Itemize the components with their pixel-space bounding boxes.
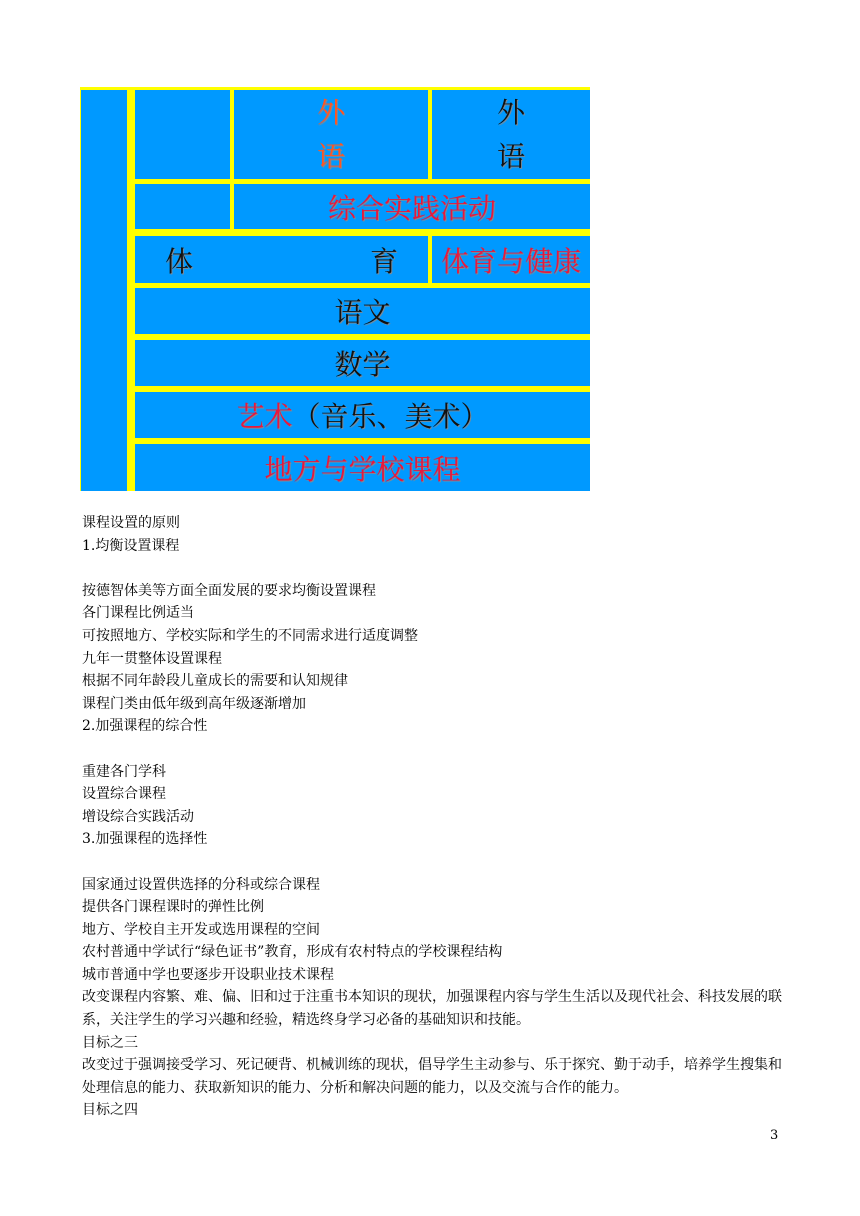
text-line: 2.加强课程的综合性 xyxy=(82,718,208,735)
foreign-language-char-1: 外 xyxy=(496,95,525,129)
text-line: 重建各门学科 xyxy=(82,763,166,780)
text-line: 按德智体美等方面全面发展的要求均衡设置课程 xyxy=(82,582,376,599)
pe-health-label: 体育与健康 xyxy=(440,244,581,278)
chinese-label: 语文 xyxy=(334,296,391,329)
math-label: 数学 xyxy=(334,348,391,381)
text-line: 提供各门课程课时的弹性比例 xyxy=(82,899,264,916)
left-bar xyxy=(81,90,127,491)
text-line: 城市普通中学也要逐步开设职业技术课程 xyxy=(82,966,334,983)
arts-label: 艺术 xyxy=(236,400,293,433)
pe-cell xyxy=(135,236,428,283)
pe-char-2: 育 xyxy=(369,244,398,278)
text-line: 地方、学校自主开发或选用课程的空间 xyxy=(82,921,320,938)
paragraph: 改变过于强调接受学习、死记硬背、机械训练的现状，倡导学生主动参与、乐于探究、勤于动手，培养学生搜集和处理信息的能力、获取新知识的能力、分析和解决问题的能力，以及交流与合作的能力。 xyxy=(82,1057,782,1096)
empty-cell xyxy=(135,184,230,229)
text-line: 根据不同年龄段儿童成长的需要和认知规律 xyxy=(82,673,348,690)
foreign-language-char-2: 语 xyxy=(316,139,345,173)
local-school-cell xyxy=(135,444,590,491)
paragraph: 改变课程内容繁、难、偏、旧和过于注重书本知识的现状，加强课程内容与学生生活以及现代社会、科技发展的联系，关注学生的学习兴趣和经验，精选终身学习必备的基础知识和技能。 xyxy=(82,989,782,1029)
text-line: 3.加强课程的选择性 xyxy=(82,831,208,848)
chinese-cell xyxy=(135,288,590,334)
text-line: 各门课程比例适当 xyxy=(82,605,194,622)
foreign-language-cell-left xyxy=(234,90,428,179)
empty-cell xyxy=(135,90,230,179)
document-body xyxy=(82,512,782,1122)
goal-heading: 目标之三 xyxy=(82,1034,138,1051)
text-line: 课程设置的原则 xyxy=(82,515,180,531)
pe-char-1: 体 xyxy=(165,244,194,278)
text-line: 课程门类由低年级到高年级逐渐增加 xyxy=(82,695,306,712)
blank-line xyxy=(82,557,782,580)
foreign-language-cell-right xyxy=(432,90,590,179)
local-school-label: 地方与学校课程 xyxy=(264,452,461,486)
foreign-language-char-1: 外 xyxy=(316,95,345,129)
text-line: 设置综合课程 xyxy=(82,786,166,803)
text-line: 九年一贯整体设置课程 xyxy=(82,650,222,667)
blank-line xyxy=(82,738,782,761)
text-line: 国家通过设置供选择的分科或综合课程 xyxy=(82,876,320,893)
foreign-language-char-2: 语 xyxy=(496,139,525,173)
goal-heading: 目标之四 xyxy=(82,1102,138,1119)
pe-health-cell xyxy=(432,236,590,283)
arts-cell xyxy=(135,392,590,438)
arts-subjects-label: （音乐、美术） xyxy=(292,400,489,433)
curriculum-diagram xyxy=(80,87,590,491)
math-cell xyxy=(135,340,590,386)
page-number: 3 xyxy=(770,1128,779,1143)
text-line: 可按照地方、学校实际和学生的不同需求进行适度调整 xyxy=(82,627,418,644)
text-line: 农村普通中学试行“绿色证书”教育，形成有农村特点的学校课程结构 xyxy=(82,944,503,961)
text-line: 1.均衡设置课程 xyxy=(82,537,180,554)
text-line: 增设综合实践活动 xyxy=(82,808,194,825)
blank-line xyxy=(82,851,782,874)
integrated-practice-cell xyxy=(234,184,590,229)
integrated-practice-label: 综合实践活动 xyxy=(327,191,496,225)
